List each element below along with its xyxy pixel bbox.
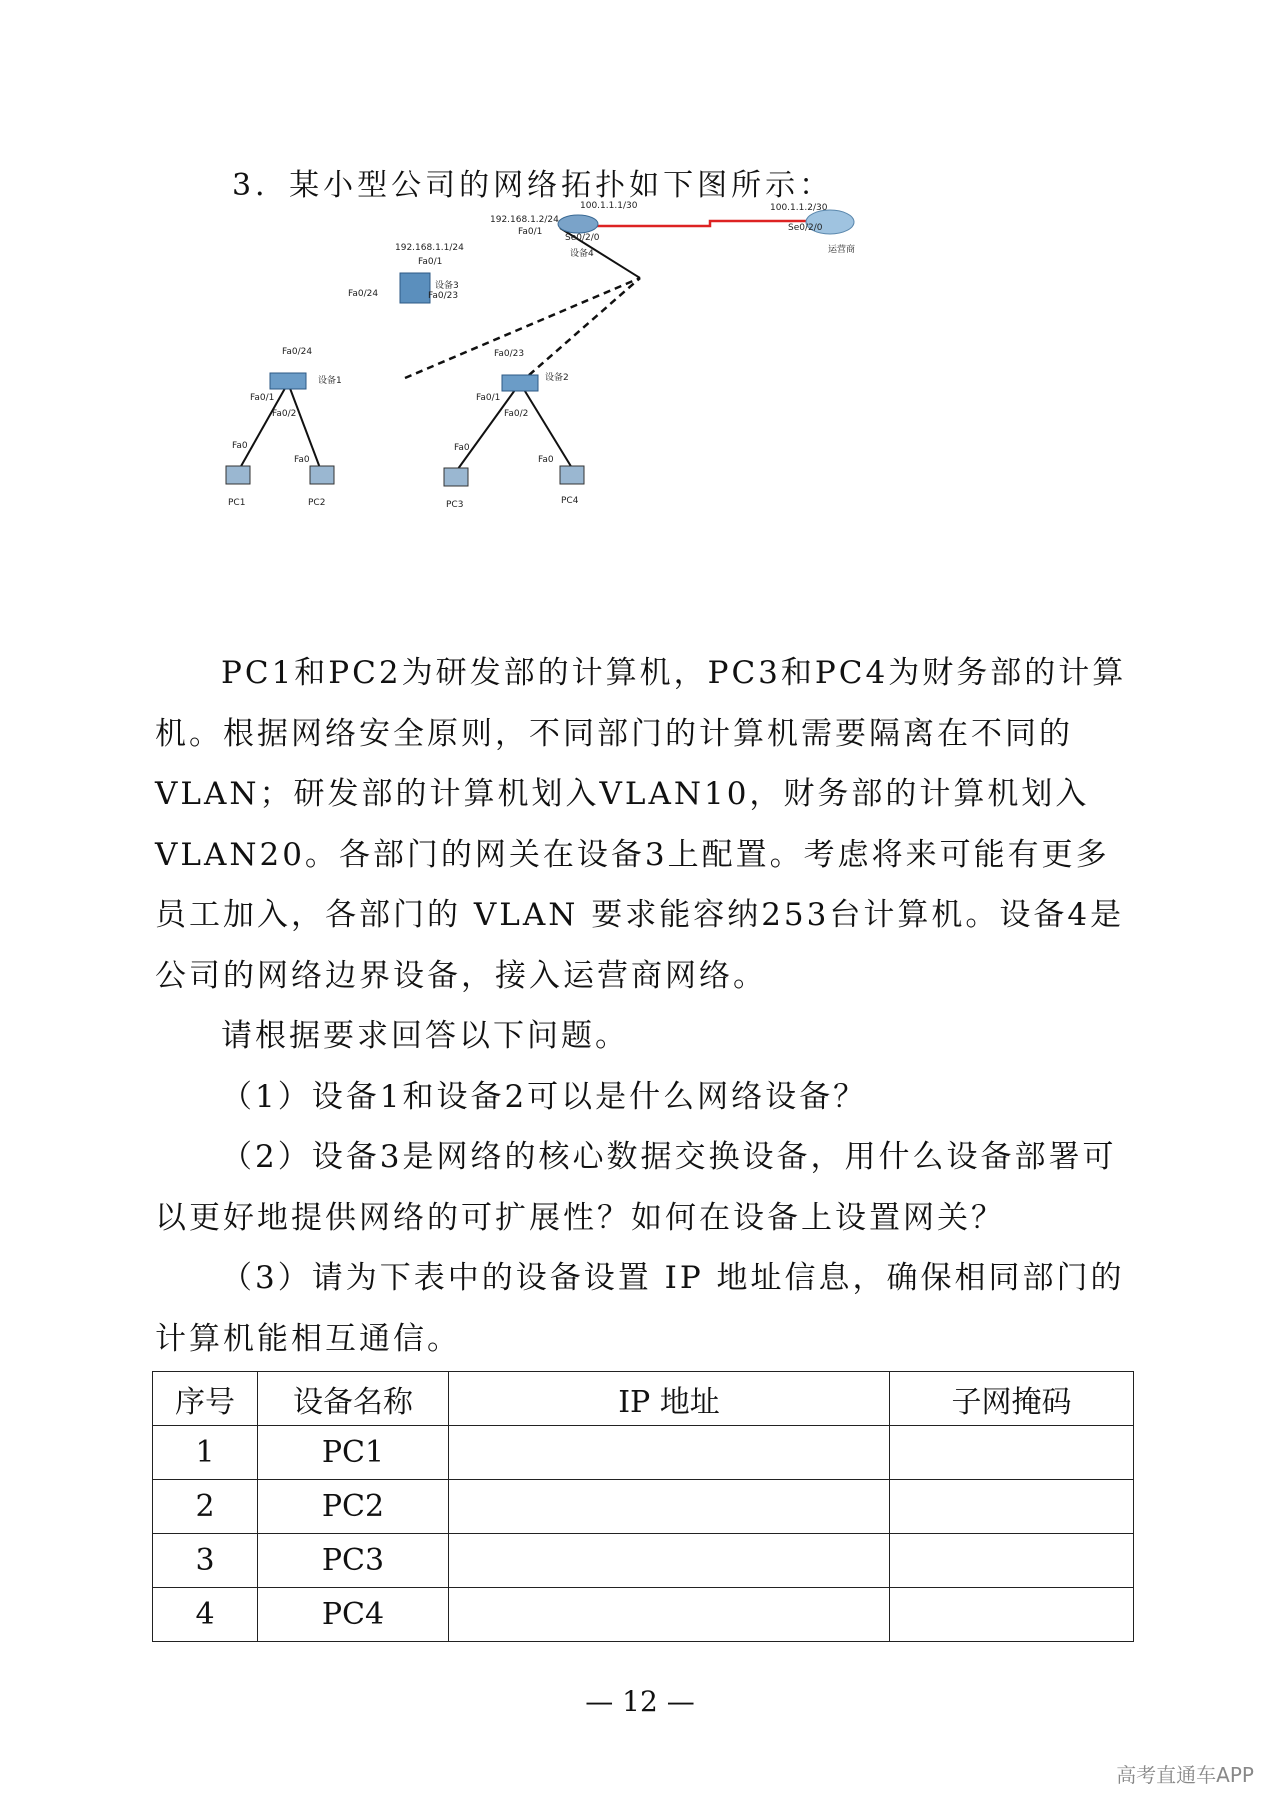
isp-ip-label: 100.1.1.2/30 <box>770 203 828 213</box>
device-4-router-icon <box>558 215 598 233</box>
dev4-lan-ip-label: 192.168.1.2/24 <box>490 215 559 225</box>
device-3-core-switch-icon <box>400 273 430 303</box>
page-number: — 12 — <box>585 1685 695 1718</box>
dev1-name-label: 设备1 <box>318 376 342 386</box>
header-ip-address: IP 地址 <box>449 1372 890 1426</box>
question-title: 3．某小型公司的网络拓扑如下图所示： <box>232 168 834 203</box>
dev3-fa01-label: Fa0/1 <box>418 257 443 267</box>
question-1: （1）设备1和设备2可以是什么网络设备？ <box>221 1078 868 1115</box>
isp-se020-label: Se0/2/0 <box>788 223 823 233</box>
body-text <box>155 643 1130 1369</box>
pc2-name-label: PC2 <box>308 498 326 508</box>
dev3-fa024-label: Fa0/24 <box>348 289 379 299</box>
watermark: 高考直通车APP <box>1116 1763 1254 1787</box>
dev4-name-label: 设备4 <box>570 249 594 259</box>
dev1-fa024-label: Fa0/24 <box>282 347 313 357</box>
dev3-ip-label: 192.168.1.1/24 <box>395 243 464 253</box>
dev2-fa023-label: Fa0/23 <box>494 349 525 359</box>
dev1-fa01-label: Fa0/1 <box>250 393 275 403</box>
header-device-name: 设备名称 <box>258 1372 449 1426</box>
ip-cell <box>449 1480 890 1534</box>
table-header-row <box>153 1372 1134 1426</box>
dev1-fa02-label: Fa0/2 <box>272 409 297 419</box>
mask-cell <box>890 1426 1134 1480</box>
network-topology-diagram <box>228 201 1040 598</box>
ip-cell <box>449 1426 890 1480</box>
isp-name-label: 运营商 <box>828 245 856 255</box>
pc2-computer-icon <box>310 466 334 484</box>
header-index: 序号 <box>153 1372 258 1426</box>
dev2-name-label: 设备2 <box>545 373 569 383</box>
ip-cell <box>449 1588 890 1642</box>
dev4-se020-label: Se0/2/0 <box>565 233 600 243</box>
dev2-fa02-label: Fa0/2 <box>504 409 529 419</box>
pc1-name-label: PC1 <box>228 498 246 508</box>
ip-address-table <box>152 1371 1134 1642</box>
instruction-paragraph: 请根据要求回答以下问题。 <box>221 1018 629 1054</box>
question-2: （2）设备3是网络的核心数据交换设备，用什么设备部署可以更好地提供网络的可扩展性？如何在设备上设置网关？ <box>155 1139 1117 1236</box>
pc3-computer-icon <box>444 468 468 486</box>
pc4-computer-icon <box>560 466 584 484</box>
dev4-wan-ip-label: 100.1.1.1/30 <box>580 201 638 211</box>
mask-cell <box>890 1588 1134 1642</box>
pc4-fa0-label: Fa0 <box>538 455 554 465</box>
link-dev3-dev2 <box>520 278 640 383</box>
pc4-name-label: PC4 <box>561 496 579 506</box>
dev3-fa023-label: Fa0/23 <box>428 291 459 301</box>
dev4-fa01-label: Fa0/1 <box>518 227 543 237</box>
table-row: 1 PC1 <box>153 1426 1134 1480</box>
pc3-name-label: PC3 <box>446 500 464 510</box>
device-1-switch-icon <box>270 373 306 389</box>
link-dev4-isp <box>585 221 813 226</box>
mask-cell <box>890 1534 1134 1588</box>
dev3-name-label: 设备3 <box>435 281 459 291</box>
dev2-fa01-label: Fa0/1 <box>476 393 501 403</box>
table-row: 4 PC4 <box>153 1588 1134 1642</box>
mask-cell <box>890 1480 1134 1534</box>
pc1-computer-icon <box>226 466 250 484</box>
pc2-fa0-label: Fa0 <box>294 455 310 465</box>
table-row: 3 PC3 <box>153 1534 1134 1588</box>
scenario-paragraph: PC1和PC2为研发部的计算机，PC3和PC4为财务部的计算机。根据网络安全原则，不同部门的计算机需要隔离在不同的VLAN；研发部的计算机划入VLAN10，财务部的计算机划入VLAN20。各部门的网关在设备3上配置。考虑将来可能有更多员工加入，各部门的 VLAN 要求能容纳253台计算机。设备4是公司的网络边界设备，接入运营商网络。 <box>155 655 1127 994</box>
table-row: 2 PC2 <box>153 1480 1134 1534</box>
question-3: （3）请为下表中的设备设置 IP 地址信息，确保相同部门的计算机能相互通信。 <box>155 1260 1125 1357</box>
device-2-switch-icon <box>502 375 538 391</box>
ip-cell <box>449 1534 890 1588</box>
header-subnet-mask: 子网掩码 <box>890 1372 1134 1426</box>
pc3-fa0-label: Fa0 <box>454 443 470 453</box>
pc1-fa0-label: Fa0 <box>232 441 248 451</box>
